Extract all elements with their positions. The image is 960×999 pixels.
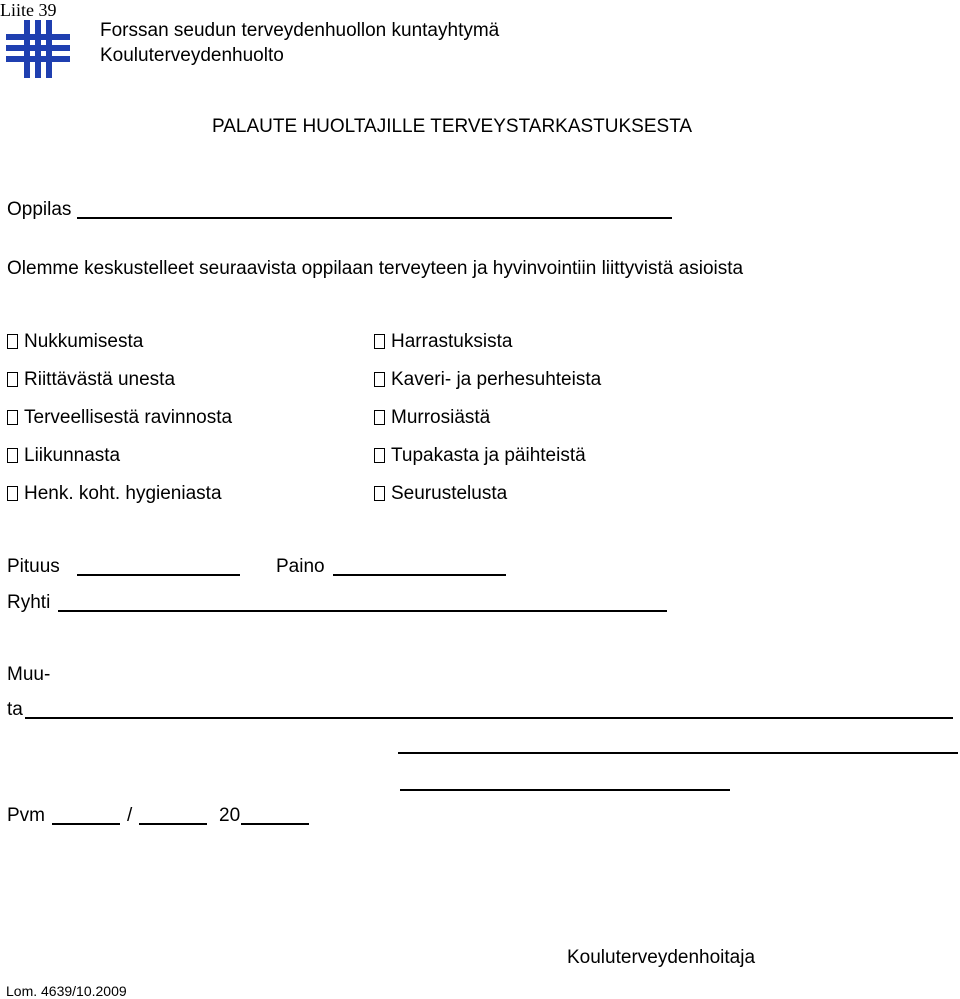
other-label-line1: Muu-: [7, 664, 51, 685]
weight-field[interactable]: [333, 574, 506, 576]
topic-checkbox-left[interactable]: [7, 331, 143, 353]
topic-label: Terveellisestä ravinnosta: [24, 407, 233, 428]
signature-label: Kouluterveydenhoitaja: [567, 947, 756, 968]
height-label: Pituus: [7, 556, 60, 577]
checkbox-icon[interactable]: [7, 448, 18, 463]
topic-label: Tupakasta ja päihteistä: [391, 445, 586, 466]
student-name-field[interactable]: [77, 217, 672, 219]
date-label: Pvm: [7, 805, 45, 826]
intro-text: Olemme keskustelleet seuraavista oppilaan terveyteen ja hyvinvointiin liittyvistä asioista: [7, 258, 744, 279]
topic-label: Seurustelusta: [391, 483, 508, 504]
topic-checkbox-left[interactable]: [7, 483, 222, 505]
topic-checkbox-right[interactable]: [374, 483, 507, 505]
height-field[interactable]: [77, 574, 240, 576]
topic-label: Harrastuksista: [391, 331, 513, 352]
page-title: PALAUTE HUOLTAJILLE TERVEYSTARKASTUKSESTA: [212, 116, 693, 137]
topic-label: Kaveri- ja perhesuhteista: [391, 369, 602, 390]
department-name: Kouluterveydenhuolto: [100, 45, 284, 66]
checkbox-icon[interactable]: [374, 372, 385, 387]
year-prefix: 20: [219, 805, 241, 826]
student-label: Oppilas: [7, 199, 72, 220]
topic-label: Riittävästä unesta: [24, 369, 176, 390]
checkbox-icon[interactable]: [7, 410, 18, 425]
checkbox-icon[interactable]: [7, 486, 18, 501]
topic-checkbox-right[interactable]: [374, 369, 601, 391]
other-field-line3[interactable]: [400, 789, 730, 791]
form-code: Lom. 4639/10.2009: [6, 983, 127, 999]
other-label-line2: ta: [7, 699, 23, 720]
checkbox-icon[interactable]: [374, 448, 385, 463]
checkbox-icon[interactable]: [374, 486, 385, 501]
other-field-line1[interactable]: [25, 717, 953, 719]
posture-label: Ryhti: [7, 592, 51, 613]
checkbox-icon[interactable]: [374, 410, 385, 425]
appendix-label: Liite 39: [0, 0, 57, 20]
checkbox-icon[interactable]: [7, 372, 18, 387]
topic-checkbox-left[interactable]: [7, 407, 232, 429]
other-field-line2[interactable]: [398, 752, 958, 754]
organization-logo-icon: [6, 20, 70, 78]
weight-label: Paino: [276, 556, 325, 577]
topic-label: Nukkumisesta: [24, 331, 144, 352]
topic-checkbox-right[interactable]: [374, 407, 490, 429]
topic-label: Liikunnasta: [24, 445, 121, 466]
checkbox-icon[interactable]: [374, 334, 385, 349]
checkbox-icon[interactable]: [7, 334, 18, 349]
date-separator: /: [127, 805, 133, 826]
date-day-field[interactable]: [52, 823, 120, 825]
topic-label: Henk. koht. hygieniasta: [24, 483, 222, 504]
topic-checkbox-left[interactable]: [7, 445, 120, 467]
organization-name: Forssan seudun terveydenhuollon kuntayhtymä: [100, 20, 500, 41]
date-month-field[interactable]: [139, 823, 207, 825]
topic-label: Murrosiästä: [391, 407, 491, 428]
topic-checkbox-left[interactable]: [7, 369, 175, 391]
posture-field[interactable]: [58, 610, 667, 612]
topic-checkbox-right[interactable]: [374, 331, 512, 353]
topic-checkbox-right[interactable]: [374, 445, 586, 467]
date-year-field[interactable]: [241, 823, 309, 825]
